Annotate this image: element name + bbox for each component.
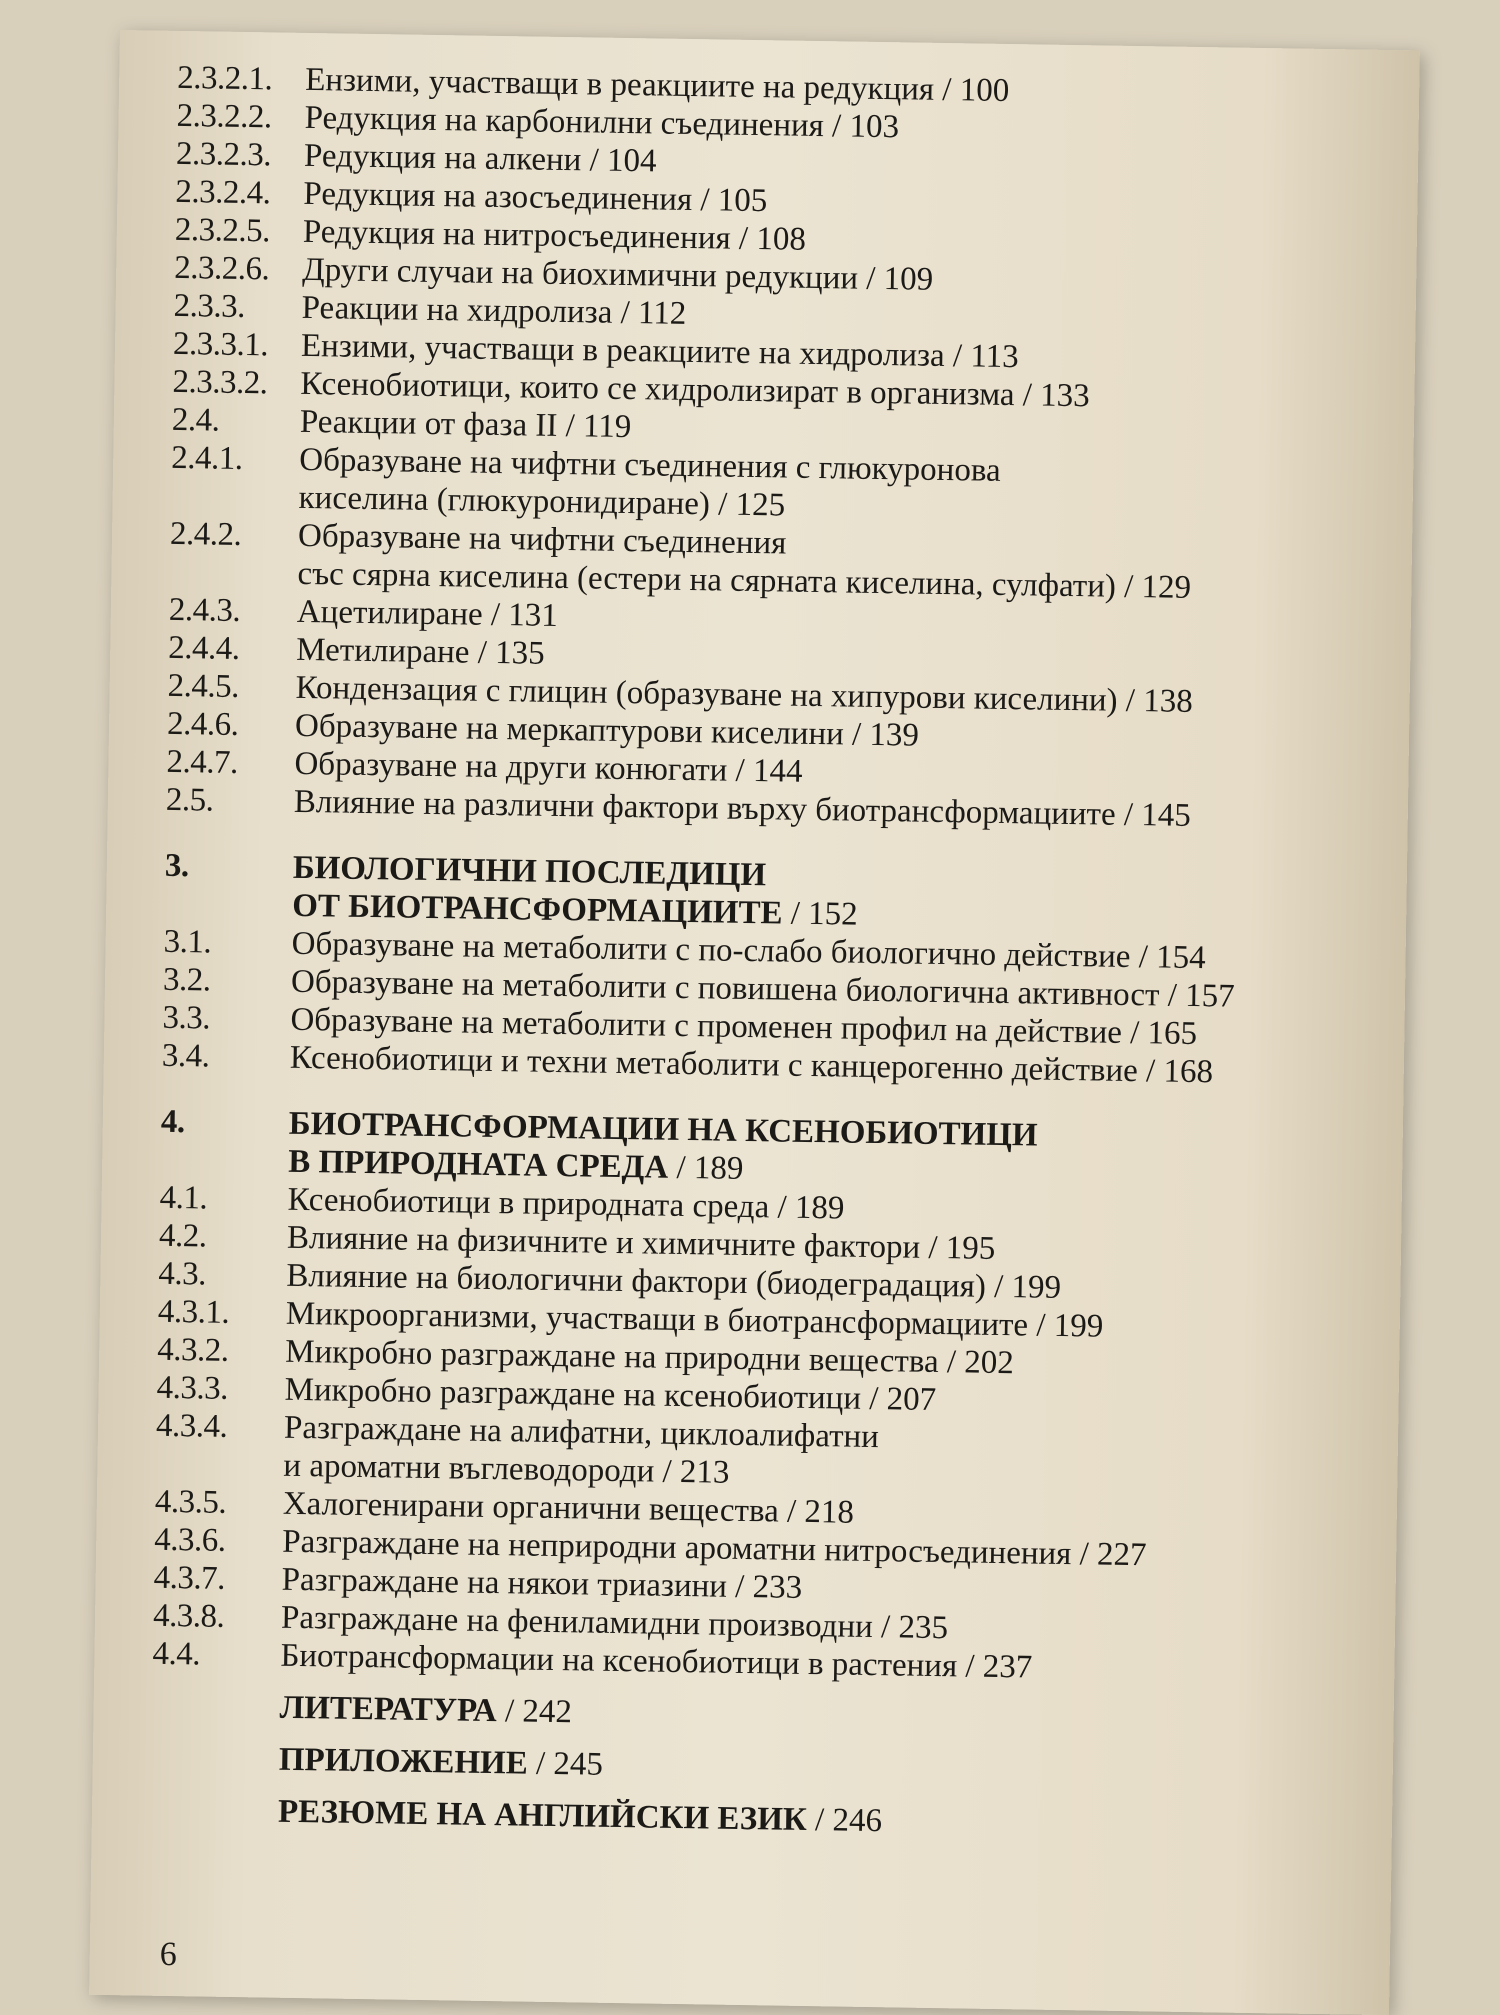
section-title-line: В ПРИРОДНАТА СРЕДА <box>287 1143 669 1186</box>
entry-number: 2.4.7. <box>166 743 239 781</box>
back-matter-page: / 245 <box>527 1745 604 1783</box>
entry-number: 2.3.3.2. <box>172 363 268 402</box>
entry-number: 2.3.2.6. <box>173 249 270 288</box>
entry-text: Влияние на физичните и химичните фактори / 195 <box>286 1219 996 1267</box>
entry-number: 2.3.3. <box>173 287 246 325</box>
entry-text: Други случаи на биохимични редукции / 109 <box>301 251 934 298</box>
entry-number: 4.3.1. <box>157 1293 230 1331</box>
entry-number: 2.3.2.4. <box>175 173 271 212</box>
entry-line: със сярна киселина (естери на сярната киселина, сулфати) / 129 <box>297 555 1192 606</box>
entry-text: Ксенобиотици, които се хидролизират в организма / 133 <box>300 365 1090 415</box>
entry-number: 3.4. <box>161 1037 210 1075</box>
entry-text: Микробно разграждане на природни вещества / 202 <box>284 1333 1015 1382</box>
entry-text: Редукция на алкени / 104 <box>303 137 657 180</box>
entry-number: 2.3.2.5. <box>174 211 271 250</box>
entry-text: Микроорганизми, участващи в биотрансформациите / 199 <box>285 1295 1104 1345</box>
entry-text: Ацетилиране / 131 <box>296 593 559 634</box>
back-matter-title: РЕЗЮМЕ НА АНГЛИЙСКИ ЕЗИК <box>277 1793 808 1839</box>
entry-text: Ензими, участващи в реакциите на хидролиза / 113 <box>300 327 1019 376</box>
entry-text: Разграждане на фениламидни производни / 235 <box>280 1599 949 1647</box>
section-title-line: ОТ БИОТРАНСФОРМАЦИИТЕ <box>291 887 783 932</box>
entry-number: 2.4.5. <box>167 667 240 705</box>
section-title-line: БИОЛОГИЧНИ ПОСЛЕДИЦИ <box>292 849 767 894</box>
back-matter-page: / 242 <box>496 1693 573 1731</box>
entry-text: Микробно разграждане на ксенобиотици / 207 <box>284 1371 937 1418</box>
entry-number: 4.3.8. <box>152 1597 225 1635</box>
entry-text: Кондензация с глицин (образуване на хипурови киселини) / 138 <box>295 669 1194 720</box>
entry-number: 4.1. <box>159 1179 208 1217</box>
entry-number: 2.4.1. <box>171 439 243 477</box>
entry-text: Редукция на нитросъединения / 108 <box>302 213 807 258</box>
entry-number: 4.2. <box>158 1217 207 1255</box>
entry-text: Разграждане на неприродни ароматни нитросъединения / 227 <box>281 1523 1147 1574</box>
entry-text: Халогенирани органични вещества / 218 <box>282 1485 855 1531</box>
entry-text: Редукция на карбонилни съединения / 103 <box>304 99 900 146</box>
entry-number: 4.3.4. <box>155 1407 228 1445</box>
entry-number: 2.4.3. <box>168 591 241 629</box>
entry-number: 4.3.6. <box>154 1521 226 1559</box>
section-page: / 189 <box>667 1149 744 1187</box>
entry-line: Образуване на чифтни съединения <box>297 517 787 562</box>
entry-number: 2.4.2. <box>169 515 242 553</box>
entry-number: 3.2. <box>162 961 211 999</box>
entry-number: 4.3. <box>158 1255 207 1293</box>
back-matter-title: ЛИТЕРАТУРА <box>279 1689 498 1730</box>
entry-number: 3.1. <box>163 923 212 961</box>
back-matter-summary <box>150 1791 1330 1848</box>
entry-text: Влияние на различни фактори върху биотрансформациите / 145 <box>293 783 1192 834</box>
entry-line: и ароматни въглеводороди / 213 <box>283 1447 730 1491</box>
book-page <box>89 30 1420 2015</box>
section-number: 4. <box>160 1103 185 1141</box>
entry-number: 2.3.3.1. <box>172 325 269 364</box>
entry-number: 4.3.7. <box>153 1559 226 1597</box>
entry-text: Образуване на метаболити с променен профил на действие / 165 <box>290 1001 1198 1053</box>
back-matter-title: ПРИЛОЖЕНИЕ <box>278 1741 529 1782</box>
entry-number: 2.3.2.2. <box>176 97 272 136</box>
entry-text: Биотрансформации на ксенобиотици в растения / 237 <box>280 1637 1033 1686</box>
entry-text: Реакции на хидролиза / 112 <box>301 289 687 332</box>
entry-text: Ензими, участващи в реакциите на редукция / 100 <box>304 61 1010 109</box>
entry-number: 4.4. <box>152 1635 201 1673</box>
entry-number: 2.4.4. <box>168 629 240 667</box>
back-matter-literature <box>151 1687 1331 1744</box>
entry-number: 2.4. <box>171 401 220 439</box>
entry-text: Реакции от фаза II / 119 <box>299 403 632 446</box>
entry-text: Разграждане на някои триазини / 233 <box>281 1561 803 1606</box>
entry-number: 2.5. <box>165 781 214 819</box>
entry-number: 2.3.2.3. <box>175 135 272 174</box>
back-matter-page: / 246 <box>806 1802 883 1840</box>
entry-text: Метилиране / 135 <box>296 631 545 672</box>
entry-text: Влияние на биологични фактори (биодеградация) / 199 <box>286 1257 1062 1306</box>
entry-text: Образуване на метаболити с повишена биологична активност / 157 <box>290 963 1235 1015</box>
table-of-contents <box>150 59 1358 1847</box>
entry-number: 2.3.2.1. <box>176 59 273 98</box>
entry-text: Образуване на метаболити с по-слабо биологично действие / 154 <box>291 925 1206 977</box>
section-number: 3. <box>164 847 189 885</box>
entry-number: 2.4.6. <box>166 705 239 743</box>
back-matter-appendix <box>151 1739 1331 1796</box>
entry-number: 4.3.2. <box>156 1331 229 1369</box>
entry-text: Ксенобиотици в природната среда / 189 <box>287 1181 845 1227</box>
entry-number: 4.3.5. <box>154 1483 227 1521</box>
entry-text: Редукция на азосъединения / 105 <box>303 175 768 220</box>
entry-number: 4.3.3. <box>156 1369 229 1407</box>
entry-line: киселина (глюкуронидиране) / 125 <box>298 479 786 524</box>
entry-number: 3.3. <box>162 999 211 1037</box>
entry-text: Образуване на меркаптурови киселини / 139 <box>294 707 920 754</box>
entry-line: Образуване на чифтни съединения с глюкуронова <box>298 441 1001 489</box>
entry-line: Разграждане на алифатни, циклоалифатни <box>283 1409 880 1456</box>
section-title-line: БИОТРАНСФОРМАЦИИ НА КСЕНОБИОТИЦИ <box>288 1105 1038 1154</box>
entry-text: Ксенобиотици и техни метаболити с канцерогенно действие / 168 <box>289 1039 1214 1091</box>
page-number: 6 <box>159 1935 178 1974</box>
section-page: / 152 <box>782 895 858 933</box>
entry-text: Образуване на други конюгати / 144 <box>294 745 803 790</box>
